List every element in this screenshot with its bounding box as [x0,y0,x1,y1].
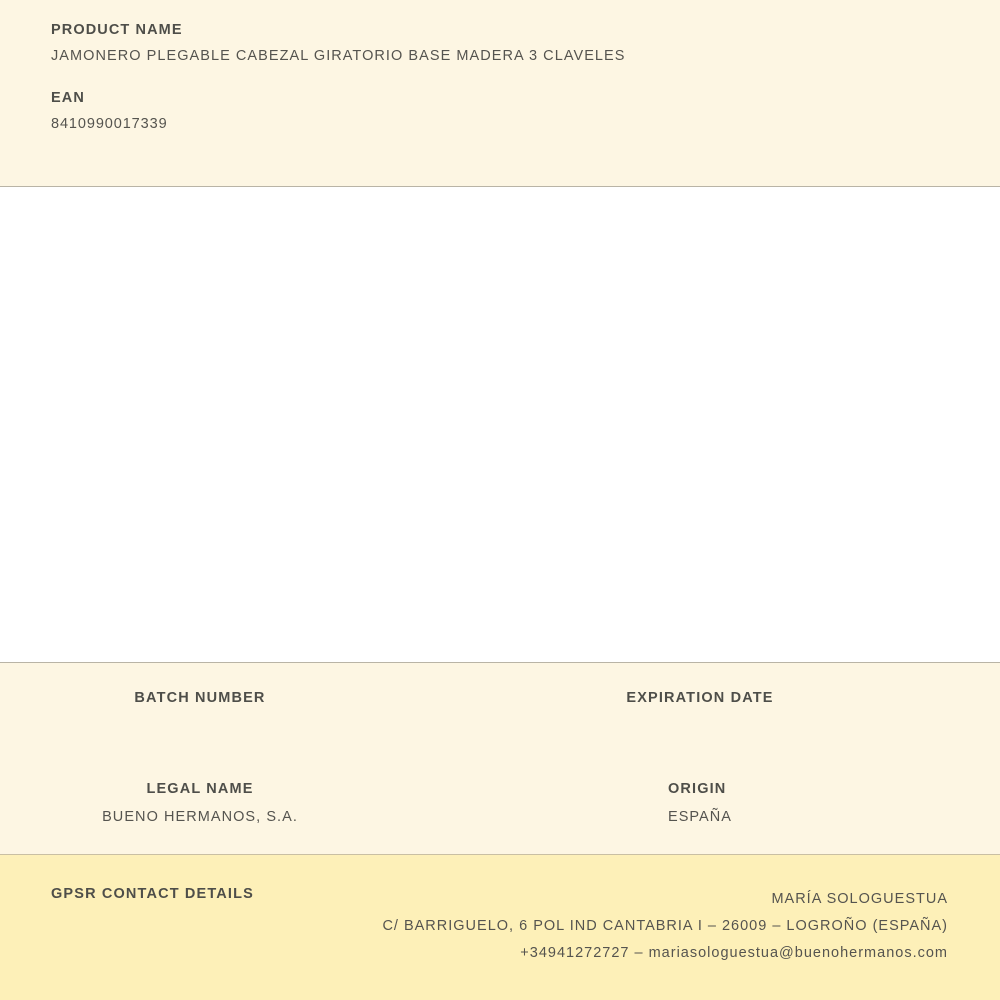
batch-details-section [0,663,1000,855]
ean-value: 8410990017339 [51,116,168,132]
origin-field [500,781,1000,826]
product-name-field [51,22,950,64]
blank-content-area [0,187,1000,663]
gpsr-contact-title: GPSR CONTACT DETAILS [51,886,254,902]
origin-value: ESPAÑA [667,809,733,825]
legal-name-field [0,781,500,826]
expiration-date-label: EXPIRATION DATE [626,690,774,706]
product-name-value: JAMONERO PLEGABLE CABEZAL GIRATORIO BASE MADERA 3 CLAVELES [51,48,626,64]
ean-field [51,90,950,132]
batch-number-label: BATCH NUMBER [134,690,266,706]
legal-origin-row [0,718,1000,826]
gpsr-contact-name: MARÍA SOLOGUESTUA [771,891,948,907]
gpsr-contact-section [0,855,1000,1000]
gpsr-contact-phone-email: +34941272727 – mariasologuestua@buenohermanos.com [520,945,948,961]
expiration-date-field [500,690,1000,718]
gpsr-contact-address: C/ BARRIGUELO, 6 POL IND CANTABRIA I – 26009 – LOGROÑO (ESPAÑA) [382,918,948,934]
origin-label: ORIGIN [667,781,727,797]
batch-heading-row [0,663,1000,718]
ean-label: EAN [51,90,85,106]
product-name-label: PRODUCT NAME [51,22,183,38]
legal-name-value: BUENO HERMANOS, S.A. [102,809,298,825]
legal-name-label: LEGAL NAME [146,781,254,797]
origin-wrapper [668,781,732,825]
product-info-section [0,0,1000,187]
batch-number-field [0,690,500,718]
